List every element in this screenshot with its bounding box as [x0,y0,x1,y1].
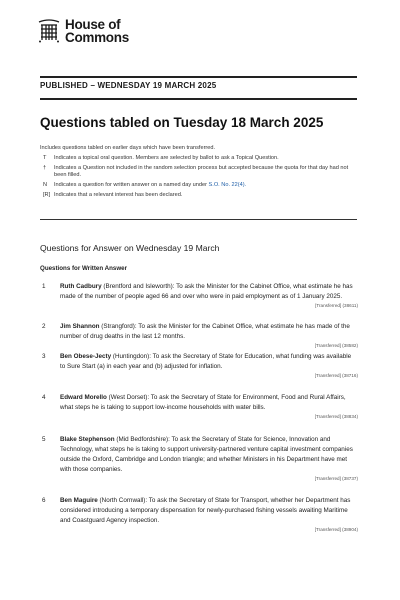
legend-symbol: N [43,182,48,189]
legend-text: Indicates a Question not included in the random selection process but accepted because the quota for that day had not been filled. [54,165,349,179]
legend-symbol: † [43,165,47,171]
question-reference: [Transferred] (38582) [314,343,358,348]
logo-text [65,18,129,44]
legend-rule [40,219,357,220]
question-number: 5 [42,436,46,443]
top-rule [40,76,357,78]
symbol-legend [40,155,360,202]
member-name: Ben Obese-Jecty [60,353,112,360]
member-constituency: (Brentford and Isleworth) [103,283,173,290]
question-reference: [Transferred] (38611) [315,303,358,308]
member-constituency: (Mid Bedfordshire) [116,436,169,443]
legend-symbol: T [43,155,47,161]
question-text: : To ask the Secretary of State for Science, Innovation and Technology, what steps he is taking to support university-partnered venture capital investment companies outside the Oxford, Cambridge and London triangle; and whether Ministers in his Department have met with those companies. [60,436,353,473]
member-constituency: (Strangford) [101,323,135,330]
page-title: Questions tabled on Tuesday 18 March 2025 [40,115,324,130]
question-body [60,282,358,310]
question-text: : To ask the Minister for the Cabinet Office, what estimate he has made of the number of people aged 66 and over who were in paid employment as of 1 January 2025. [60,283,353,300]
member-name: Ben Maguire [60,497,98,504]
question-text: : To ask the Secretary of State for Transport, whether her Department has considered introducing a temporary dispensation for newly-purchased fishing vessels awaiting Maritime and Coastguard Agency inspection. [60,497,351,524]
member-name: Blake Stephenson [60,436,115,443]
legend-text: Indicates a topical oral question. Members are selected by ballot to ask a Topical Question. [54,155,279,161]
legend-text: Indicates that a relevant interest has been declared. [54,192,183,199]
question-text: : To ask the Secretary of State for Environment, Food and Rural Affairs, what steps he is taking to support low-income households with water bills. [60,394,346,411]
portcullis-icon [38,19,60,43]
question-body [60,393,358,421]
published-rule [40,98,357,100]
legend-text: Indicates a question for written answer on a named day under [54,182,209,189]
question-body [60,435,358,483]
question-reference: [Transferred] (38737) [314,476,358,481]
question-body [60,322,358,350]
question-number: 1 [42,283,46,290]
member-constituency: (North Cornwall) [99,497,146,504]
question-text: : To ask the Minister for the Cabinet Office, what estimate he has made of the number of drug deaths in the last 12 months. [60,323,350,340]
question-reference: [Transferred] (38834) [314,414,358,419]
question-reference: [Transferred] (38716) [314,373,358,378]
legend-item-topical [40,155,360,162]
intro-note: Includes questions tabled on earlier days which have been transferred. [40,145,216,151]
member-constituency: (Huntingdon) [112,353,150,360]
question-body [60,352,358,380]
member-name: Edward Morello [60,394,107,401]
question-number: 3 [42,353,46,360]
question-reference: [Transferred] (38904) [314,527,358,532]
member-name: Ruth Cadbury [60,283,102,290]
standing-order-link[interactable]: S.O. No. 22(4). [208,182,247,189]
member-name: Jim Shannon [60,323,100,330]
sub-heading: Questions for Written Answer [40,265,127,272]
legend-symbol: [R] [43,192,51,199]
logo-line-2: Commons [65,30,129,45]
section-heading: Questions for Answer on Wednesday 19 March [40,243,220,253]
question-text: : To ask the Secretary of State for Education, what funding was available to Sure Start (a) in each year and (b) adjusted for inflation. [60,353,352,370]
legend-item-named-day [40,182,360,189]
logo-line-1: House of [65,17,121,32]
question-number: 6 [42,497,46,504]
legend-text-wrapper [54,182,360,189]
legend-item-interest [40,192,360,199]
house-of-commons-logo [38,18,129,44]
legend-item-dagger [40,165,360,180]
question-body [60,496,358,534]
question-number: 4 [42,394,46,401]
question-number: 2 [42,323,46,330]
member-constituency: (West Dorset) [108,394,148,401]
published-date: PUBLISHED – WEDNESDAY 19 MARCH 2025 [40,81,217,90]
